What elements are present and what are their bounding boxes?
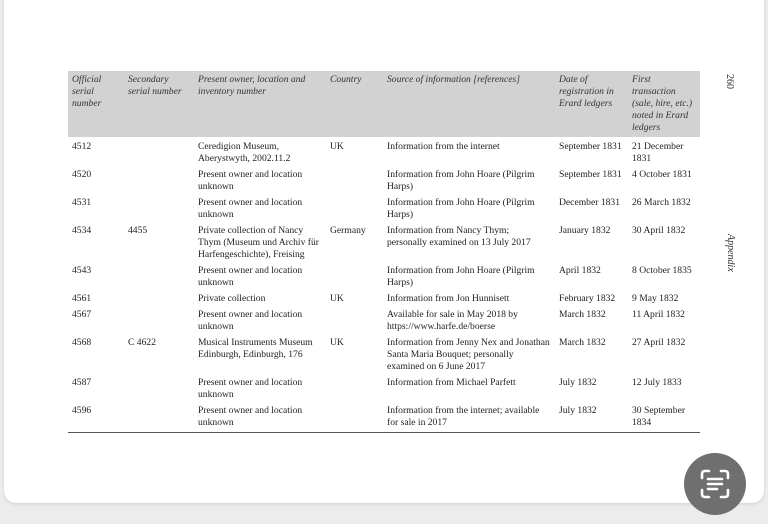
table-cell: 9 May 1832 bbox=[632, 293, 679, 304]
table-row bbox=[68, 263, 700, 291]
table-cell: 8 October 1835 bbox=[632, 265, 692, 276]
table-cell: Information from John Hoare (Pilgrim Harps) bbox=[387, 197, 535, 220]
table-cell: March 1832 bbox=[559, 337, 606, 348]
table-row bbox=[68, 167, 700, 195]
table-cell: 4596 bbox=[68, 403, 124, 433]
harp-inventory-table bbox=[68, 71, 700, 433]
column-header: Date of registration in Erard ledgers bbox=[555, 71, 628, 137]
table-cell: 4543 bbox=[72, 265, 92, 276]
running-head: Appendix bbox=[725, 234, 736, 272]
document-page bbox=[4, 0, 764, 503]
table-row bbox=[68, 223, 700, 263]
table-cell bbox=[124, 307, 194, 335]
table-cell bbox=[326, 263, 383, 291]
table-cell bbox=[326, 195, 383, 223]
table-cell: September 1831 bbox=[559, 169, 622, 180]
table-row bbox=[68, 375, 700, 403]
table-cell: December 1831 bbox=[559, 197, 621, 208]
column-header: Present owner, location and inventory number bbox=[194, 71, 326, 137]
table-cell: 4 October 1831 bbox=[632, 169, 692, 180]
table-cell: UK bbox=[330, 141, 344, 152]
table-cell: Present owner and location unknown bbox=[198, 169, 303, 192]
table-cell bbox=[124, 195, 194, 223]
lens-scan-button[interactable] bbox=[684, 453, 746, 515]
column-header: Country bbox=[326, 71, 383, 137]
table-cell bbox=[326, 167, 383, 195]
table-cell: Information from John Hoare (Pilgrim Harps) bbox=[387, 265, 535, 288]
table-cell: 12 July 1833 bbox=[632, 377, 682, 388]
table-cell: 4520 bbox=[72, 169, 92, 180]
table-cell: Private collection of Nancy Thym (Museum und Archiv für Harfengeschichte), Freising bbox=[198, 225, 319, 260]
table-cell bbox=[124, 291, 194, 307]
table-header-row bbox=[68, 71, 700, 137]
table-cell: July 1832 bbox=[555, 403, 628, 433]
table-cell: Present owner and location unknown bbox=[198, 265, 303, 288]
scan-text-icon bbox=[698, 467, 732, 501]
table-cell: UK bbox=[330, 337, 344, 348]
table-cell: 4567 bbox=[72, 309, 92, 320]
table-cell: 30 September 1834 bbox=[628, 403, 700, 433]
column-header: Official serial number bbox=[68, 71, 124, 137]
table-cell: Ceredigion Museum, Aberystwyth, 2002.11.2 bbox=[198, 141, 291, 164]
table-cell bbox=[326, 375, 383, 403]
table-cell: February 1832 bbox=[559, 293, 616, 304]
table-cell: Information from Michael Parfett bbox=[387, 377, 516, 388]
table-cell: Information from the internet bbox=[387, 141, 500, 152]
table-cell: July 1832 bbox=[559, 377, 597, 388]
table-cell: Information from John Hoare (Pilgrim Harps) bbox=[387, 169, 535, 192]
table-body bbox=[68, 137, 700, 433]
table-cell: 11 April 1832 bbox=[632, 309, 685, 320]
table-cell: Information from the internet; available for sale in 2017 bbox=[383, 403, 555, 433]
table-cell: 4587 bbox=[72, 377, 92, 388]
table-cell: Germany bbox=[330, 225, 366, 236]
table-cell: 4534 bbox=[72, 225, 92, 236]
table-cell: C 4622 bbox=[128, 337, 156, 348]
table-row bbox=[68, 137, 700, 167]
table-row bbox=[68, 335, 700, 375]
table-cell: 27 April 1832 bbox=[632, 337, 686, 348]
table-cell: Musical Instruments Museum Edinburgh, Edinburgh, 176 bbox=[198, 337, 313, 360]
column-header: Secondary serial number bbox=[124, 71, 194, 137]
column-header: First transaction (sale, hire, etc.) noted in Erard ledgers bbox=[628, 71, 700, 137]
column-header: Source of information [references] bbox=[383, 71, 555, 137]
table-cell: 4455 bbox=[128, 225, 148, 236]
table-cell bbox=[326, 307, 383, 335]
table-cell: September 1831 bbox=[559, 141, 622, 152]
table-row bbox=[68, 307, 700, 335]
table-cell: 4568 bbox=[72, 337, 92, 348]
table-cell: 4512 bbox=[72, 141, 92, 152]
table-cell: 4531 bbox=[72, 197, 92, 208]
table-cell: Present owner and location unknown bbox=[198, 309, 303, 332]
table-cell: 4561 bbox=[72, 293, 92, 304]
table-cell bbox=[326, 403, 383, 433]
table-cell bbox=[124, 375, 194, 403]
table-cell: 21 December 1831 bbox=[632, 141, 684, 164]
table-cell: Information from Jenny Nex and Jonathan Santa Maria Bouquet; personally examined on 6 June 2017 bbox=[387, 337, 550, 372]
table-cell bbox=[124, 263, 194, 291]
table-cell: UK bbox=[330, 293, 344, 304]
table-cell: Available for sale in May 2018 by https://www.harfe.de/boerse bbox=[387, 309, 518, 332]
table-row bbox=[68, 403, 700, 433]
page-number: 260 bbox=[724, 74, 735, 89]
table-cell: Private collection bbox=[198, 293, 266, 304]
table-cell: Information from Jon Hunnisett bbox=[387, 293, 510, 304]
table-cell: January 1832 bbox=[559, 225, 611, 236]
table-cell: Present owner and location unknown bbox=[194, 403, 326, 433]
table-cell: April 1832 bbox=[559, 265, 601, 276]
table-cell: Information from Nancy Thym; personally examined on 13 July 2017 bbox=[387, 225, 531, 248]
table-cell: 30 April 1832 bbox=[632, 225, 686, 236]
table-cell bbox=[124, 137, 194, 167]
table-cell bbox=[124, 403, 194, 433]
table-cell: March 1832 bbox=[559, 309, 606, 320]
table-cell: Present owner and location unknown bbox=[198, 197, 303, 220]
table-cell: 26 March 1832 bbox=[632, 197, 691, 208]
table-row bbox=[68, 291, 700, 307]
table-row bbox=[68, 195, 700, 223]
table-cell: Present owner and location unknown bbox=[198, 377, 303, 400]
table-cell bbox=[124, 167, 194, 195]
